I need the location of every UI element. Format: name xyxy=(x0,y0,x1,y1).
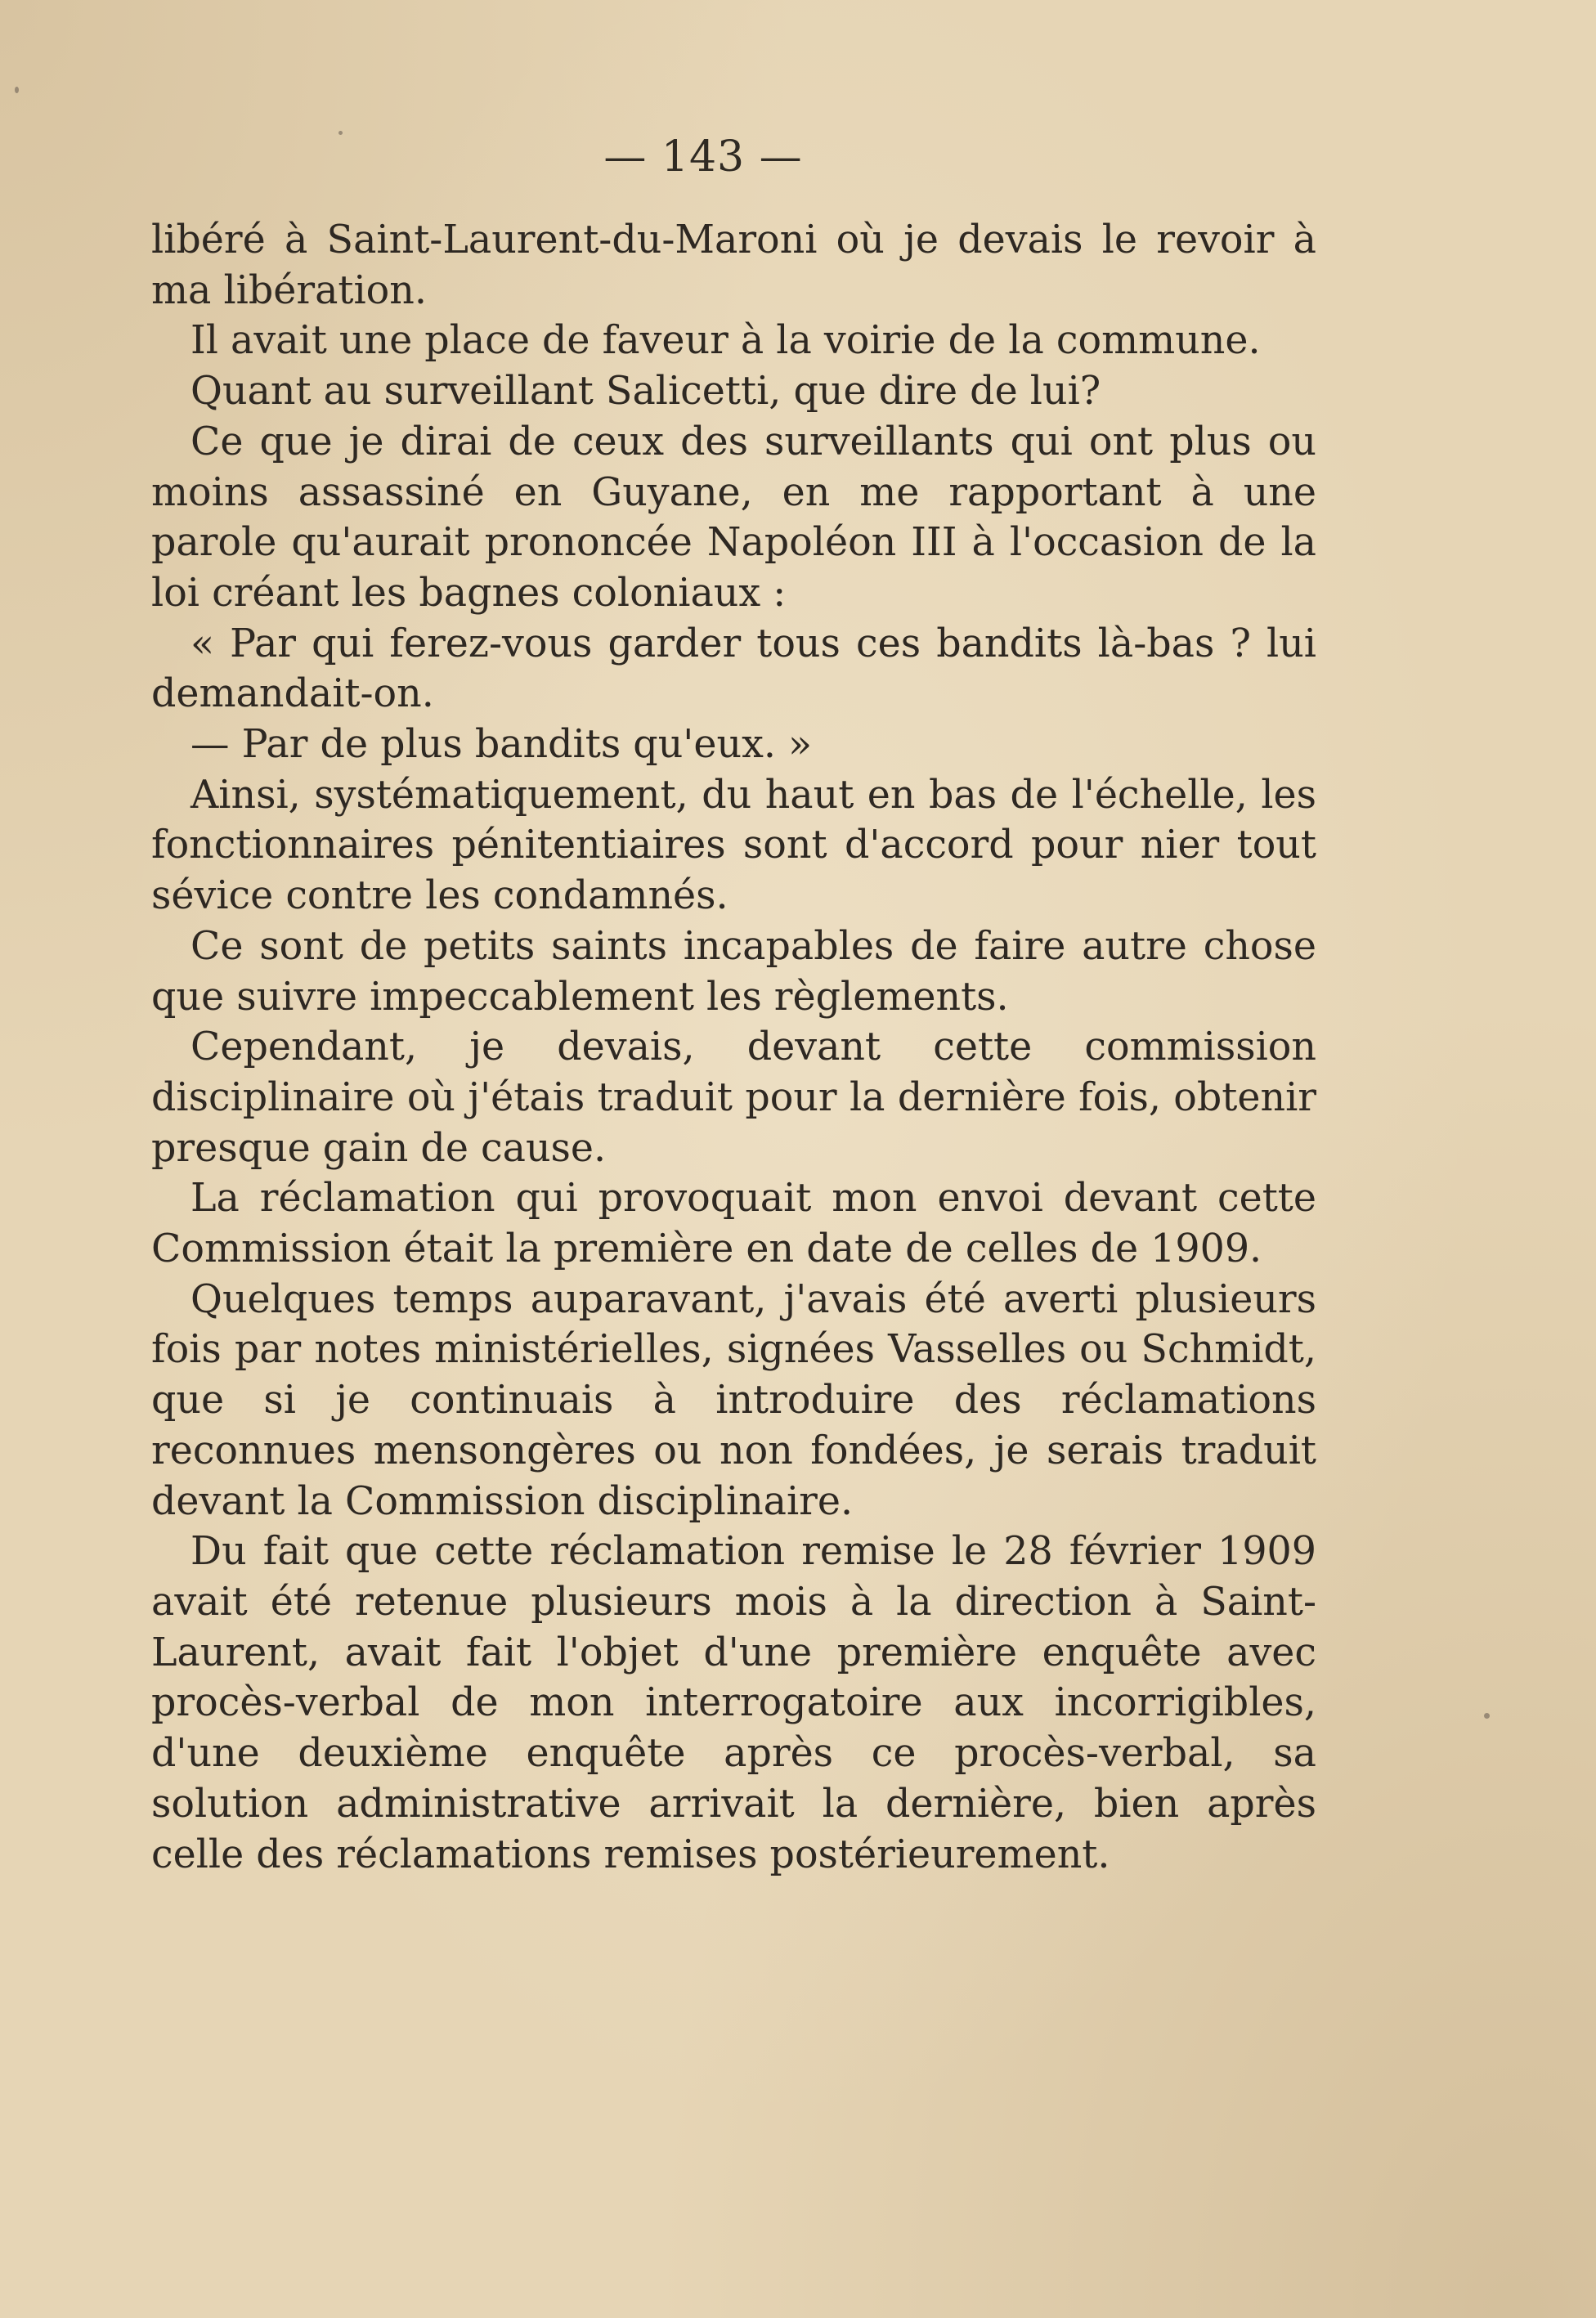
paragraph: « Par qui ferez-vous garder tous ces bandits là-bas ? lui demandait-on. xyxy=(151,621,1316,717)
paragraph: Il avait une place de faveur à la voirie de la commune. xyxy=(191,318,1261,364)
ink-speck xyxy=(15,87,19,93)
paragraph: Cependant, je devais, devant cette commission disciplinaire où j'étais traduit pour la dernière fois, obtenir presque gain de cause. xyxy=(151,1024,1316,1171)
ink-speck xyxy=(1484,1713,1490,1719)
paragraph: La réclamation qui provoquait mon envoi devant cette Commission était la première en date de celles de 1909. xyxy=(151,1176,1316,1272)
paragraph: Ce sont de petits saints incapables de faire autre chose que suivre impeccablement les règlements. xyxy=(151,923,1316,1020)
paragraph: Ainsi, systématiquement, du haut en bas de l'échelle, les fonctionnaires pénitentiaires sont d'accord pour nier tout sévice contre les condamnés. xyxy=(151,772,1316,919)
paragraph: Ce que je dirai de ceux des surveillants qui ont plus ou moins assassiné en Guyane, en me rapportant à une parole qu'aurait prononcée Napoléon III à l'occasion de la loi créant les bagnes coloniaux : xyxy=(151,419,1316,616)
ink-speck xyxy=(338,131,343,135)
paragraph: Du fait que cette réclamation remise le 28 février 1909 avait été retenue plusieurs mois à la direction à Saint-Laurent, avait fait l'objet d'une première enquête avec procès-verbal de mon interrogatoire aux incorrigibles, d'une deuxième enquête après ce procès-verbal, sa solution administrative arrivait la dernière, bien après celle des réclamations remises postérieurement. xyxy=(151,1529,1316,1877)
paragraph: — Par de plus bandits qu'eux. » xyxy=(191,722,813,768)
body-text xyxy=(151,215,1316,1880)
paragraph: Quelques temps auparavant, j'avais été averti plusieurs fois par notes ministérielles, signées Vasselles ou Schmidt, que si je continuais à introduire des réclamations reconnues mensongères ou non fondées, je serais traduit devant la Commission disciplinaire. xyxy=(151,1276,1316,1524)
paragraph: Quant au surveillant Salicetti, que dire de lui? xyxy=(191,369,1101,415)
paragraph: libéré à Saint-Laurent-du-Maroni où je devais le revoir à ma libération. xyxy=(151,217,1316,313)
page-number: — 143 — xyxy=(603,132,803,182)
